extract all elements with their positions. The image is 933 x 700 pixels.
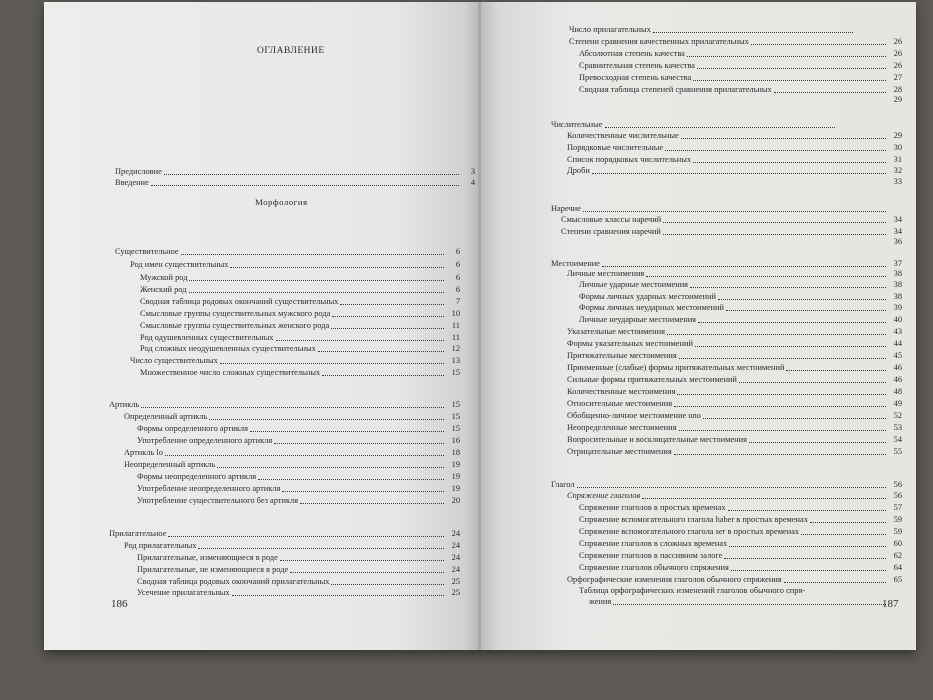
- toc-page-ref: 36: [893, 237, 902, 246]
- toc-entry: Род сложных неодушевленных существительных 12: [140, 344, 460, 353]
- toc-entry: Спряжение вспомогательного глагола ser в простых временах 59: [579, 527, 902, 536]
- toc-entry: Формы указательных местоимений 44: [567, 339, 902, 348]
- toc-entry: Сводная таблица степеней сравнения прилагательных 28: [579, 85, 902, 94]
- toc-entry: Личные неударные местоимения 40: [579, 315, 902, 324]
- toc-entry: Смысловые группы существительных мужского рода 10: [140, 309, 460, 318]
- toc-entry: Порядковые числительные 30: [567, 143, 902, 152]
- left-page: [44, 2, 479, 650]
- toc-entry: Орфографические изменения глаголов обычного спряжения 65: [567, 575, 902, 584]
- toc-entry: Наречие: [551, 203, 902, 214]
- toc-entry: Усечение прилагательных 25: [137, 588, 460, 597]
- toc-entry: Смысловые классы наречий 34: [561, 215, 902, 224]
- page-number-left: 186: [111, 598, 128, 610]
- toc-entry: Превосходная степень качества 27: [579, 73, 902, 82]
- toc-page-ref: 33: [893, 177, 902, 186]
- toc-entry: Артикль lo 18: [124, 448, 460, 457]
- toc-entry: Формы личных неударных местоимений 39: [579, 303, 902, 312]
- toc-entry: Отрицательные местоимения 55: [567, 447, 902, 456]
- toc-entry: Употребление существительного без артикля 20: [137, 496, 460, 505]
- toc-entry: Прилагательные, изменяющиеся в роде 24: [137, 553, 460, 562]
- toc-entry: Вопросительные и восклицательные местоимения 54: [567, 435, 902, 444]
- right-page: [481, 2, 916, 650]
- toc-entry: Сильные формы притяжательных местоимений 46: [567, 375, 902, 384]
- toc-entry: Степени сравнения наречий 34: [561, 227, 902, 236]
- toc-entry: Род имен существительных 6: [130, 260, 460, 269]
- open-book: [44, 2, 916, 650]
- toc-entry: Обобщенно-личное местоимение uno 52: [567, 411, 902, 420]
- toc-entry: Формы неопределенного артикля 19: [137, 472, 460, 481]
- toc-entry: Формы личных ударных местоимений 38: [579, 292, 902, 301]
- toc-entry: Артикль 15: [109, 400, 460, 409]
- toc-entry: Определенный артикль 15: [124, 412, 460, 421]
- toc-entry: Женский род 6: [140, 285, 460, 294]
- toc-entry: Степени сравнения качественных прилагательных 26: [569, 37, 902, 46]
- page-number-right: 187: [882, 598, 899, 610]
- toc-entry: Сводная таблица родовых окончаний существительных 7: [140, 297, 460, 306]
- toc-entry: Число прилагательных: [569, 24, 869, 35]
- toc-page-ref: 29: [893, 95, 902, 104]
- toc-entry: Прилагательное 24: [109, 529, 460, 538]
- toc-entry: Таблица орфографических изменений глаголов обычного спря-: [579, 586, 806, 595]
- toc-entry: Количественные числительные 29: [567, 131, 902, 140]
- toc-entry: Местоимение 37: [551, 259, 902, 268]
- toc-entry: Спряжение глаголов в простых временах 57: [579, 503, 902, 512]
- toc-entry: Приименные (слабые) формы притяжательных местоимений 46: [567, 363, 902, 372]
- toc-entry: Род прилагательных 24: [124, 541, 460, 550]
- toc-entry: Указательные местоимения 43: [567, 327, 902, 336]
- toc-entry: Личные ударные местоимения 38: [579, 280, 902, 289]
- toc-entry: Спряжение вспомогательного глагола haber в простых временах 59: [579, 515, 902, 524]
- toc-entry: Притяжательные местоимения 45: [567, 351, 902, 360]
- toc-entry: Спряжение глаголов 56: [567, 491, 902, 500]
- toc-title: ОГЛАВЛЕНИЕ: [257, 46, 325, 56]
- toc-entry: Формы определенного артикля 15: [137, 424, 460, 433]
- toc-entry: Сравнительная степень качества 26: [579, 61, 902, 70]
- toc-entry: Числительные: [551, 119, 851, 130]
- toc-entry: Спряжение глаголов в пассивном залоге 62: [579, 551, 902, 560]
- toc-entry: Число существительных 13: [130, 356, 460, 365]
- toc-entry: Неопределенные местоимения 53: [567, 423, 902, 432]
- toc-entry: Смысловые группы существительных женского рода 11: [140, 321, 460, 330]
- toc-entry: Глагол 56: [551, 480, 902, 489]
- toc-entry: Множественное число сложных существительных 15: [140, 368, 460, 377]
- toc-entry: Введение 4: [115, 178, 475, 187]
- toc-entry: Дроби 32: [567, 166, 902, 175]
- toc-entry: Личные местоимения 38: [567, 269, 902, 278]
- toc-entry: Предисловие 3: [115, 167, 475, 176]
- toc-entry: Абсолютная степень качества 26: [579, 49, 902, 58]
- toc-entry: жения: [589, 596, 902, 607]
- toc-entry: Мужской род 6: [140, 273, 460, 282]
- toc-entry: Относительные местоимения 49: [567, 399, 902, 408]
- section-heading-morphology: Морфология: [255, 197, 308, 207]
- toc-entry: Употребление неопределенного артикля 19: [137, 484, 460, 493]
- toc-entry: Сводная таблица родовых окончаний прилагательных 25: [137, 577, 460, 586]
- toc-entry: Спряжение глаголов в сложных временах 60: [579, 539, 902, 548]
- toc-entry: Род одушевленных существительных 11: [140, 333, 460, 342]
- toc-entry: Употребление определенного артикля 16: [137, 436, 460, 445]
- toc-entry: Список порядковых числительных 31: [567, 155, 902, 164]
- toc-entry: Количественные местоимения 48: [567, 387, 902, 396]
- toc-entry: Спряжение глаголов обычного спряжения 64: [579, 563, 902, 572]
- toc-entry: Прилагательные, не изменяющиеся в роде 24: [137, 565, 460, 574]
- toc-entry: Неопределенный артикль 19: [124, 460, 460, 469]
- toc-entry: Существительное 6: [115, 247, 460, 256]
